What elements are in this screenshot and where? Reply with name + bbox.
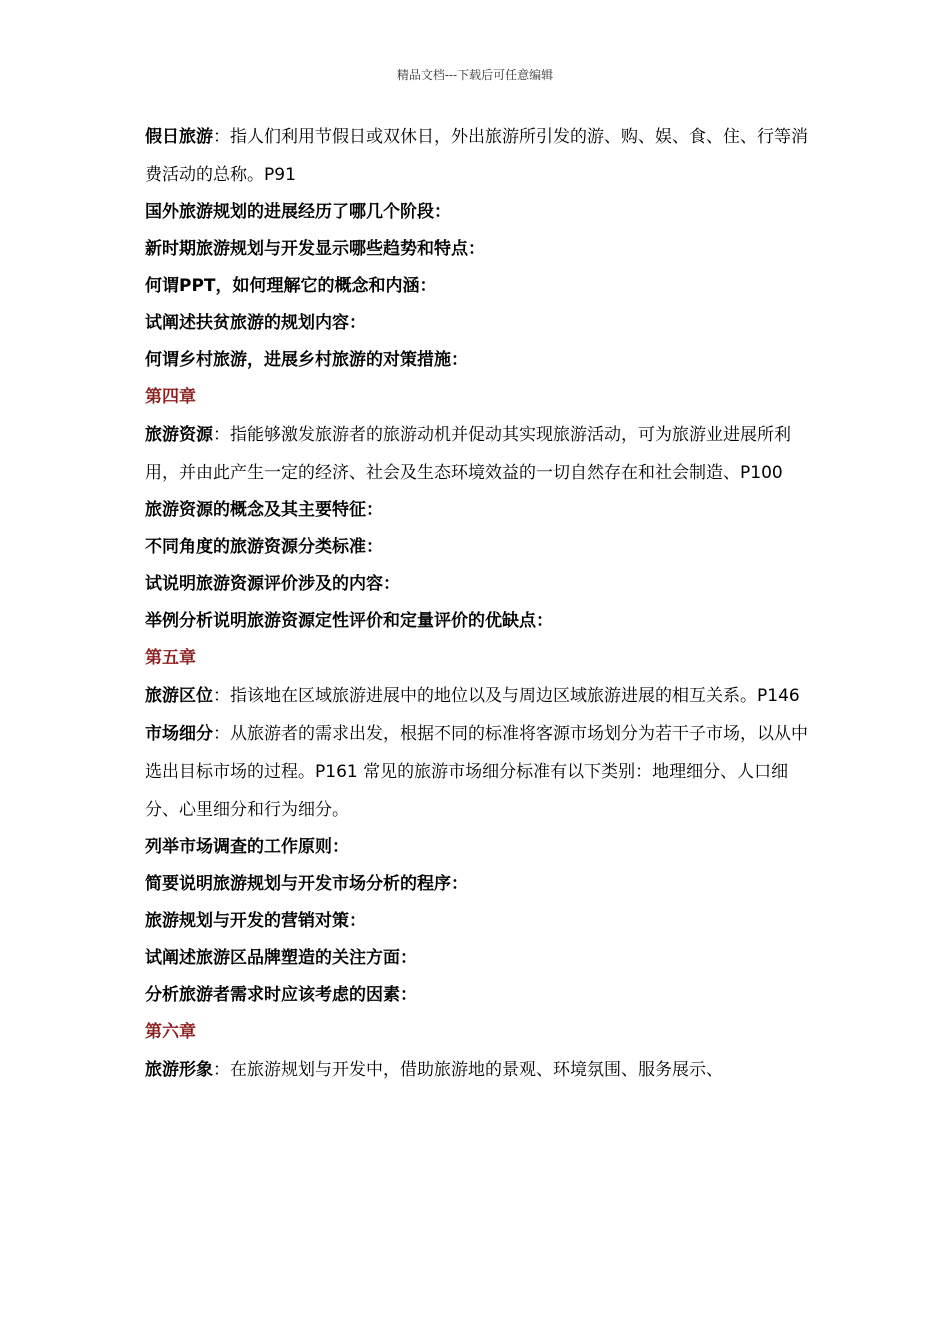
definition-text: ：指人们利用节假日或双休日，外出旅游所引发的游、购、娱、食、住、行等消费活动的总称。P91	[145, 127, 808, 185]
review-question: 试阐述扶贫旅游的规划内容：	[145, 313, 366, 333]
document-body	[145, 118, 813, 1089]
definition-text: ：指能够激发旅游者的旅游动机并促动其实现旅游活动，可为旅游业进展所利用，并由此产生一定的经济、社会及生态环境效益的一切自然存在和社会制造、P100	[145, 425, 791, 483]
definition-paragraph	[145, 1051, 813, 1089]
review-question: 新时期旅游规划与开发显示哪些趋势和特点：	[145, 239, 485, 259]
definition-paragraph	[145, 715, 813, 829]
definition-text: ：在旅游规划与开发中，借助旅游地的景观、环境氛围、服务展示、	[213, 1060, 723, 1080]
definition-paragraph	[145, 416, 813, 492]
term-label: 假日旅游	[145, 127, 213, 147]
definition-text: ：从旅游者的需求出发，根据不同的标准将客源市场划分为若干子市场，以从中选出目标市场的过程。P161 常见的旅游市场细分标准有以下类别：地理细分、人口细分、心里细分和行为细分。	[145, 724, 808, 820]
term-label: 旅游形象	[145, 1060, 213, 1080]
chapter-heading: 第四章	[145, 387, 196, 407]
review-question: 何谓PPT，如何理解它的概念和内涵：	[145, 276, 437, 296]
review-question: 试阐述旅游区品牌塑造的关注方面：	[145, 948, 417, 968]
review-question: 何谓乡村旅游，进展乡村旅游的对策措施：	[145, 350, 468, 370]
term-label: 旅游资源	[145, 425, 213, 445]
review-question: 国外旅游规划的进展经历了哪几个阶段：	[145, 202, 451, 222]
term-label: 旅游区位	[145, 686, 213, 706]
review-question: 旅游规划与开发的营销对策：	[145, 911, 366, 931]
review-question: 简要说明旅游规划与开发市场分析的程序：	[145, 874, 468, 894]
review-question: 试说明旅游资源评价涉及的内容：	[145, 574, 400, 594]
definition-paragraph	[145, 677, 813, 715]
page-header: 精品文档---下载后可任意编辑	[396, 68, 554, 82]
definition-paragraph	[145, 118, 813, 194]
chapter-heading: 第六章	[145, 1022, 196, 1042]
review-question: 不同角度的旅游资源分类标准：	[145, 537, 383, 557]
definition-text: ：指该地在区域旅游进展中的地位以及与周边区域旅游进展的相互关系。P146	[213, 686, 800, 706]
review-question: 列举市场调查的工作原则：	[145, 837, 349, 857]
chapter-heading: 第五章	[145, 648, 196, 668]
term-label: 市场细分	[145, 724, 213, 744]
review-question: 旅游资源的概念及其主要特征：	[145, 500, 383, 520]
review-question: 举例分析说明旅游资源定性评价和定量评价的优缺点：	[145, 611, 553, 631]
review-question: 分析旅游者需求时应该考虑的因素：	[145, 985, 417, 1005]
